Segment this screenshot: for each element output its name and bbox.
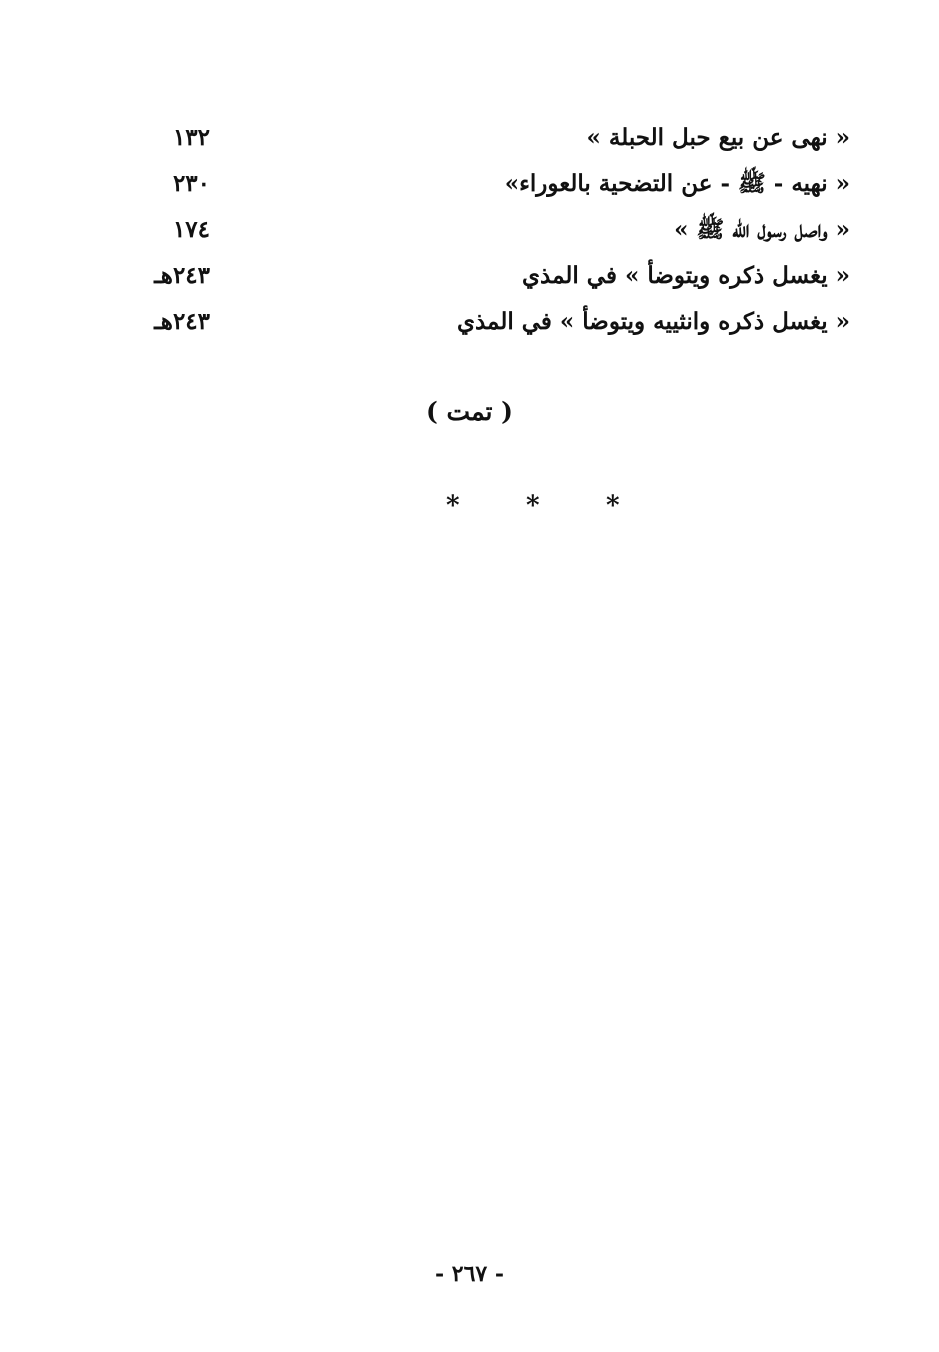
entry-text: « واصل رسول الله ﷺ » — [674, 216, 850, 243]
index-entry — [120, 302, 850, 348]
entry-text: « يغسل ذكره وانثييه ويتوضأ » في المذي — [456, 308, 850, 335]
entry-text: « نهيه - ﷺ - عن التضحية بالعوراء» — [504, 170, 850, 197]
entry-reference: ١٧٤ — [172, 216, 210, 243]
ornament-divider — [420, 488, 660, 524]
index-entry — [120, 164, 850, 210]
asterisk-icon: * — [526, 491, 540, 521]
page-number: - ٢٦٧ - — [434, 1261, 505, 1287]
asterisk-icon: * — [446, 491, 460, 521]
entry-text: « نهى عن بيع حبل الحبلة » — [586, 124, 850, 151]
closing-mark: ( تمت ) — [425, 397, 514, 426]
entry-reference: ١٣٢ — [172, 124, 210, 151]
index-entry — [120, 210, 850, 256]
index-entries — [120, 118, 850, 348]
asterisk-icon: * — [606, 491, 620, 521]
entry-reference: ٢٤٣هـ — [154, 308, 210, 335]
entry-text: « يغسل ذكره ويتوضأ » في المذي — [522, 262, 850, 289]
entry-reference: ٢٤٣هـ — [154, 262, 210, 289]
entry-reference: ٢٣٠ — [172, 170, 210, 197]
index-entry — [120, 118, 850, 164]
index-entry — [120, 256, 850, 302]
